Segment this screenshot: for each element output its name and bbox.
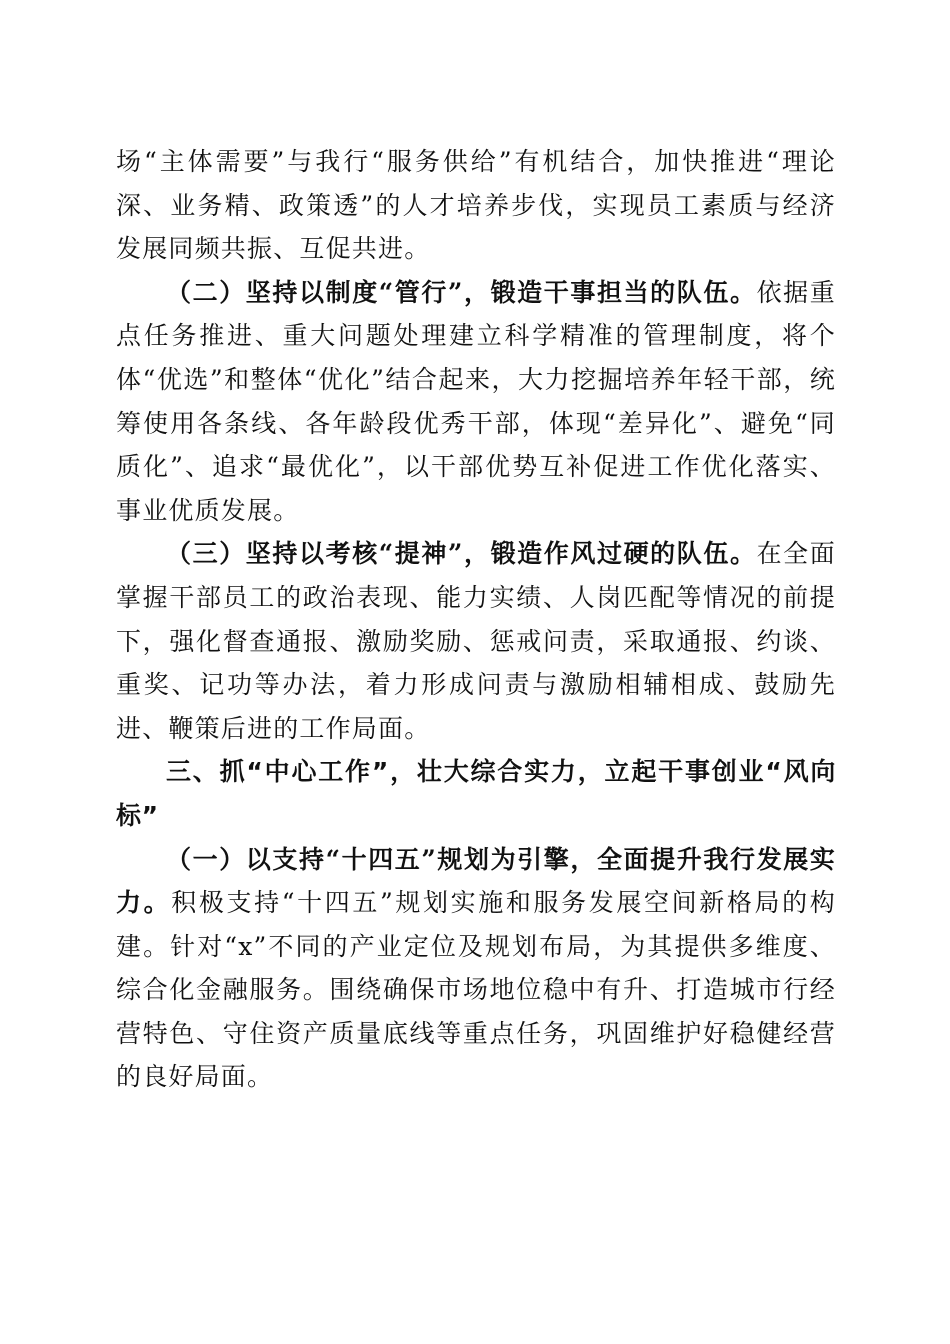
paragraph-section-2-3	[116, 532, 836, 750]
paragraph-continuation	[116, 140, 836, 271]
heading-text: 三、抓“中心工作”，壮大综合实力，立起干事创业“风向标”	[116, 757, 836, 830]
paragraph-lead: （一）以支持“十四五”规划为引擎，全面提升我行发展实力。	[116, 844, 836, 918]
section-heading-3	[116, 750, 836, 837]
paragraph-lead: （三）坚持以考核“提神”，锻造作风过硬的队伍。	[166, 539, 757, 569]
paragraph-text: 依据重点任务推进、重大问题处理建立科学精准的管理制度，将个体“优选”和整体“优化”结合起来，大力挖掘培养年轻干部，统筹使用各条线、各年龄段优秀干部，体现“差异化”、避免“同质化”、追求“最优化”，以干部优势互补促进工作优化落实、事业优质发展。	[116, 277, 836, 525]
paragraph-text: 场“主体需要”与我行“服务供给”有机结合，加快推进“理论深、业务精、政策透”的人才培养步伐，实现员工素质与经济发展同频共振、互促共进。	[116, 147, 836, 264]
document-body	[116, 140, 836, 1099]
paragraph-text: 在全面掌握干部员工的政治表现、能力实绩、人岗匹配等情况的前提下，强化督查通报、激励奖励、惩戒问责，采取通报、约谈、重奖、记功等办法，着力形成问责与激励相辅相成、鼓励先进、鞭策后进的工作局面。	[116, 539, 836, 743]
paragraph-section-2-2	[116, 271, 836, 533]
paragraph-section-3-1	[116, 838, 836, 1100]
paragraph-text: 积极支持“十四五”规划实施和服务发展空间新格局的构建。针对“x”不同的产业定位及规划布局，为其提供多维度、综合化金融服务。围绕确保市场地位稳中有升、打造城市行经营特色、守住资产质量底线等重点任务，巩固维护好稳健经营的良好局面。	[116, 888, 836, 1092]
paragraph-lead: （二）坚持以制度“管行”，锻造干事担当的队伍。	[166, 277, 757, 307]
